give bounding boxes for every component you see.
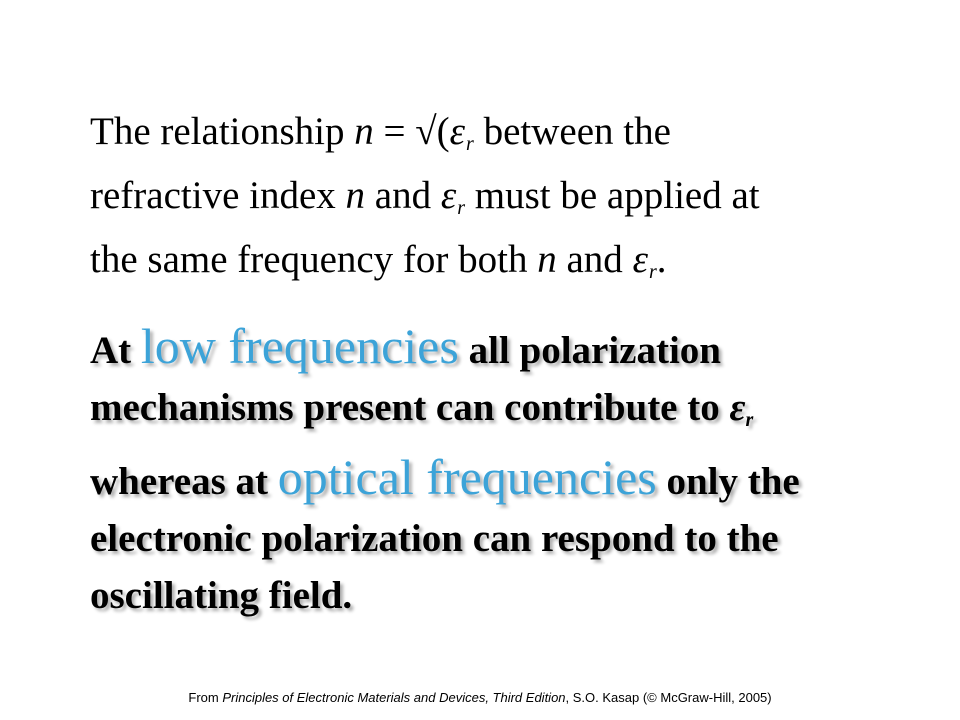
text: all polarization: [458, 329, 721, 372]
subscript-r: r: [466, 133, 474, 155]
text: = √(: [373, 110, 450, 153]
text: and: [556, 238, 633, 281]
text: The relationship: [90, 110, 355, 153]
symbol-epsilon: ε: [449, 110, 466, 153]
relationship-paragraph: [90, 106, 880, 298]
subscript-r: r: [648, 261, 657, 283]
polarization-paragraph: [90, 318, 910, 624]
citation-suffix: , S.O. Kasap (© McGraw-Hill, 2005): [565, 690, 772, 705]
symbol-n: n: [354, 110, 374, 153]
citation-book-title: Principles of Electronic Materials and Devices, Third Edition: [222, 690, 566, 705]
line-2: [90, 379, 910, 449]
text: .: [656, 238, 667, 281]
text: electronic polarization can respond to the: [90, 517, 779, 560]
text: At: [90, 329, 141, 372]
line-1: [90, 318, 910, 379]
subscript-r: r: [745, 409, 754, 431]
text: refractive index: [90, 174, 346, 217]
text: whereas at: [90, 460, 278, 503]
symbol-n: n: [345, 174, 366, 217]
highlight-low-frequencies: low frequencies: [140, 318, 459, 374]
text: mechanisms present can contribute to: [90, 386, 730, 429]
text: between the: [473, 110, 671, 153]
symbol-epsilon: ε: [632, 238, 648, 281]
source-citation: [0, 690, 960, 705]
text: only the: [656, 460, 800, 503]
line-3: [90, 449, 910, 510]
text: the same frequency for both: [90, 238, 538, 281]
text: must be applied at: [465, 174, 760, 217]
highlight-optical-frequencies: optical frequencies: [277, 449, 657, 505]
symbol-epsilon: ε: [729, 386, 746, 429]
symbol-n: n: [537, 238, 557, 281]
text: oscillating field.: [90, 574, 353, 617]
citation-prefix: From: [188, 690, 223, 705]
line-4: [90, 510, 910, 567]
symbol-epsilon: ε: [440, 174, 457, 217]
subscript-r: r: [457, 197, 466, 219]
text: and: [365, 174, 441, 217]
line-5: [90, 567, 910, 624]
